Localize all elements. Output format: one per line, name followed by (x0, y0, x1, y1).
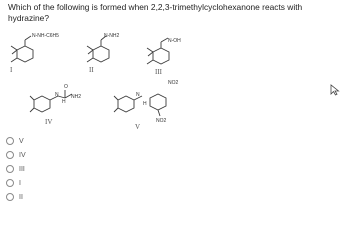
radio-button[interactable] (6, 137, 14, 145)
ring-skeleton-icon (86, 40, 116, 66)
radio-button[interactable] (6, 179, 14, 187)
atom-o: O (64, 84, 68, 90)
ring-skeleton-icon (30, 88, 78, 116)
substituent-label: N-NH2 (104, 33, 120, 39)
structure-numeral: II (89, 66, 94, 74)
option-label: V (19, 137, 24, 145)
substituent-label: N-OH (168, 38, 181, 44)
radio-button[interactable] (6, 193, 14, 201)
structure-numeral: I (10, 66, 13, 74)
option-iii[interactable] (6, 162, 26, 176)
nitro-label: NO2 (156, 118, 167, 124)
option-i[interactable] (6, 176, 26, 190)
atom-nh2: NH2 (71, 94, 82, 100)
nitro-label: NO2 (168, 80, 179, 86)
answer-options (6, 134, 26, 204)
structure-numeral: IV (45, 118, 53, 126)
atom-h: H (143, 101, 147, 107)
ring-skeleton-icon (146, 42, 176, 68)
option-iv[interactable] (6, 148, 26, 162)
atom-h: H (62, 99, 66, 105)
atom-n: N (55, 92, 59, 98)
option-label: III (19, 165, 25, 173)
option-label: IV (19, 151, 26, 159)
option-label: II (19, 193, 23, 201)
structure-numeral: V (135, 123, 141, 131)
radio-button[interactable] (6, 151, 14, 159)
atom-n: N (136, 92, 140, 98)
radio-button[interactable] (6, 165, 14, 173)
option-v[interactable] (6, 134, 26, 148)
ring-skeleton-icon (10, 40, 40, 66)
substituent-label: N-NH-C6H5 (32, 33, 59, 39)
option-label: I (19, 179, 21, 187)
option-ii[interactable] (6, 190, 26, 204)
structure-numeral: III (155, 68, 162, 76)
question-text: Which of the following is formed when 2,2,3-trimethylcyclohexanone reacts with hydrazine? (8, 2, 303, 23)
mouse-cursor-icon (330, 84, 340, 96)
